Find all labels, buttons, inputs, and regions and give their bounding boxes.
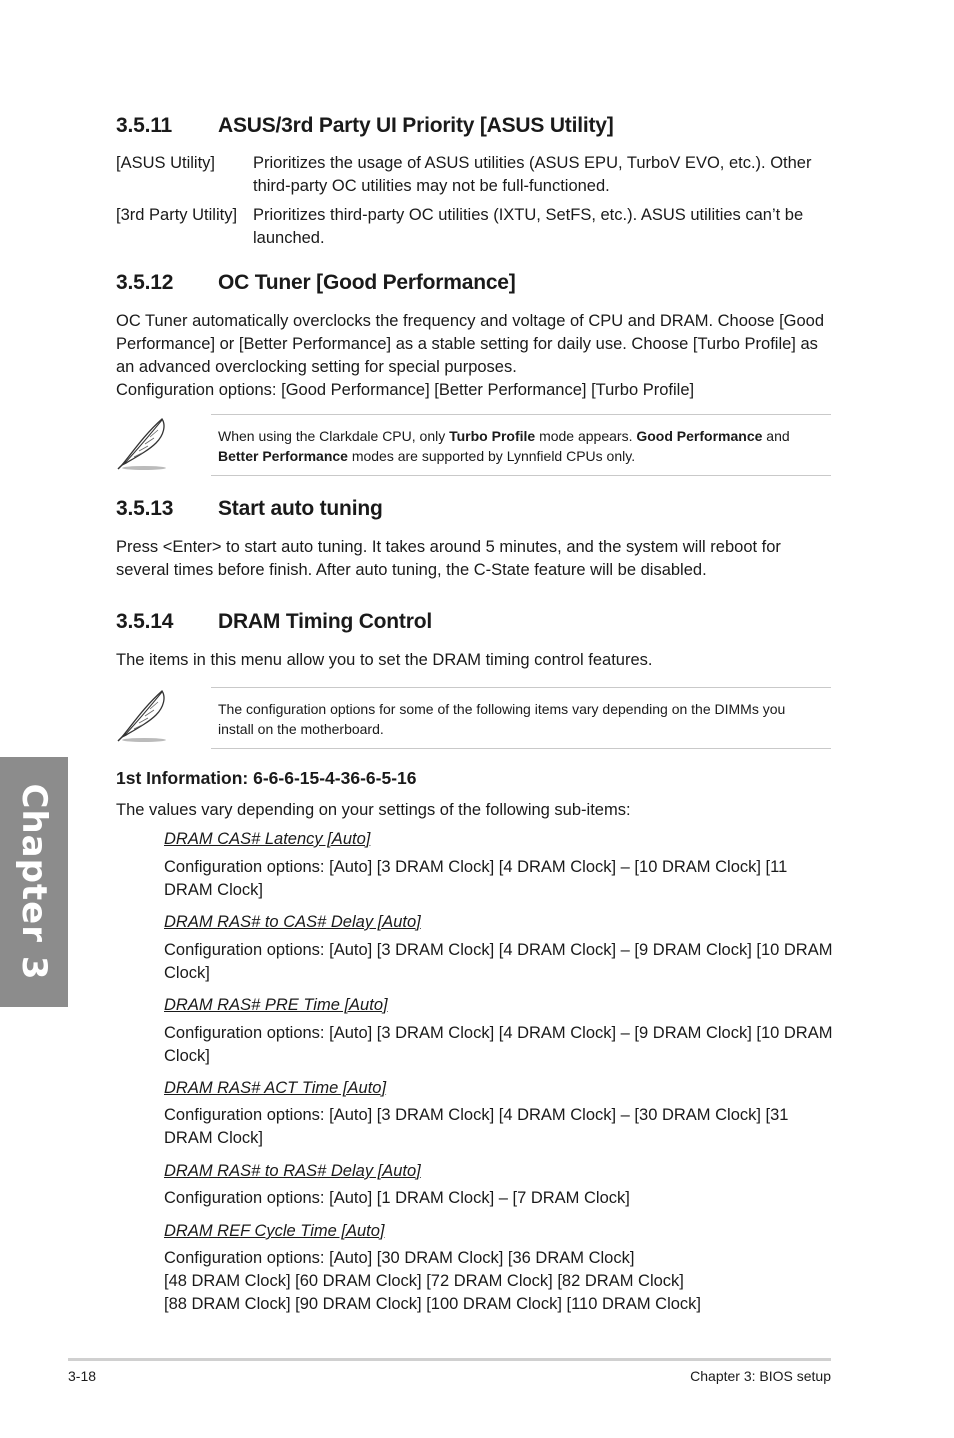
- section-title: OC Tuner [Good Performance]: [218, 271, 516, 294]
- bios-item-title: DRAM REF Cycle Time [Auto]: [164, 1222, 385, 1240]
- bios-item-title: DRAM RAS# PRE Time [Auto]: [164, 996, 388, 1014]
- section-number: 3.5.13: [116, 497, 174, 520]
- definition-term: [ASUS Utility]: [116, 154, 216, 172]
- footer-rule: [68, 1358, 831, 1361]
- options-line: [88 DRAM Clock] [90 DRAM Clock] [100 DRAM Clock] [110 DRAM Clock]: [164, 1295, 701, 1313]
- section-body: The items in this menu allow you to set the DRAM timing control features.: [116, 651, 653, 669]
- config-options: Configuration options: [Good Performance] [Better Performance] [Turbo Profile]: [116, 381, 695, 399]
- note-text: The configuration options for some of the following items vary depending on the DIMMs you install on the motherboard.: [218, 701, 786, 737]
- section-title: ASUS/3rd Party UI Priority [ASUS Utility]: [218, 114, 614, 137]
- definition-description: Prioritizes third-party OC utilities (IXTU, SetFS, etc.). ASUS utilities can’t be launched.: [253, 206, 804, 247]
- definition-row: [116, 204, 836, 250]
- bios-item-options: Configuration options: [Auto] [3 DRAM Clock] [4 DRAM Clock] – [30 DRAM Clock] [31 DRAM Clock]: [164, 1106, 789, 1147]
- section-heading-3-5-11: [116, 114, 614, 138]
- bios-item-options: Configuration options: [Auto] [3 DRAM Clock] [4 DRAM Clock] – [9 DRAM Clock] [10 DRAM Clock]: [164, 941, 833, 982]
- bios-item-title: DRAM CAS# Latency [Auto]: [164, 830, 371, 848]
- section-title: Start auto tuning: [218, 497, 383, 520]
- definition-description: Prioritizes the usage of ASUS utilities (ASUS EPU, TurboV EVO, etc.). Other third-party OC utilities may not be full-functioned.: [253, 154, 812, 195]
- note-box: [211, 687, 831, 749]
- options-line: Configuration options: [Auto] [30 DRAM Clock] [36 DRAM Clock]: [164, 1249, 635, 1267]
- bios-item-options: Configuration options: [Auto] [3 DRAM Clock] [4 DRAM Clock] – [10 DRAM Clock] [11 DRAM Clock]: [164, 858, 788, 899]
- section-heading-3-5-12: [116, 271, 516, 295]
- section-heading-3-5-13: [116, 497, 383, 521]
- info-body: The values vary depending on your settings of the following sub-items:: [116, 801, 631, 819]
- definition-term: [3rd Party Utility]: [116, 206, 238, 224]
- footer-chapter-label: Chapter 3: BIOS setup: [690, 1368, 831, 1384]
- options-line: [48 DRAM Clock] [60 DRAM Clock] [72 DRAM Clock] [82 DRAM Clock]: [164, 1272, 684, 1290]
- section-number: 3.5.12: [116, 271, 174, 294]
- bios-item-title: DRAM RAS# to CAS# Delay [Auto]: [164, 913, 421, 931]
- bios-item-options: [164, 1247, 834, 1316]
- chapter-tab-label: Chapter 3: [14, 783, 54, 981]
- info-heading: 1st Information: 6-6-6-15-4-36-6-5-16: [116, 768, 417, 788]
- definition-row: [116, 152, 836, 198]
- note-quill-icon: [112, 413, 174, 471]
- bios-item-options: Configuration options: [Auto] [1 DRAM Clock] – [7 DRAM Clock]: [164, 1189, 630, 1207]
- section-title: DRAM Timing Control: [218, 610, 432, 633]
- section-body: OC Tuner automatically overclocks the frequency and voltage of CPU and DRAM. Choose [Good Performance] or [Better Performance] as a stable setting for daily use. Choose [Turbo Profile] as an advanced overclocking setting for special purposes.: [116, 312, 825, 376]
- section-body: Press <Enter> to start auto tuning. It takes around 5 minutes, and the system will reboot for several times before finish. After auto tuning, the C-State feature will be disabled.: [116, 538, 781, 579]
- bios-item-title: DRAM RAS# to RAS# Delay [Auto]: [164, 1162, 421, 1180]
- section-heading-3-5-14: [116, 610, 432, 634]
- note-box: [211, 414, 831, 476]
- bios-item-title: DRAM RAS# ACT Time [Auto]: [164, 1079, 387, 1097]
- bios-item-options: Configuration options: [Auto] [3 DRAM Clock] [4 DRAM Clock] – [9 DRAM Clock] [10 DRAM Clock]: [164, 1024, 833, 1065]
- note-quill-icon: [112, 685, 174, 743]
- chapter-side-tab: [0, 757, 68, 1007]
- note-text: When using the Clarkdale CPU, only Turbo Profile mode appears. Good Performance and Better Performance modes are supported by Lynnfield CPUs only.: [218, 428, 790, 464]
- section-number: 3.5.14: [116, 610, 174, 633]
- page-number: 3-18: [68, 1368, 97, 1384]
- section-number: 3.5.11: [116, 114, 173, 137]
